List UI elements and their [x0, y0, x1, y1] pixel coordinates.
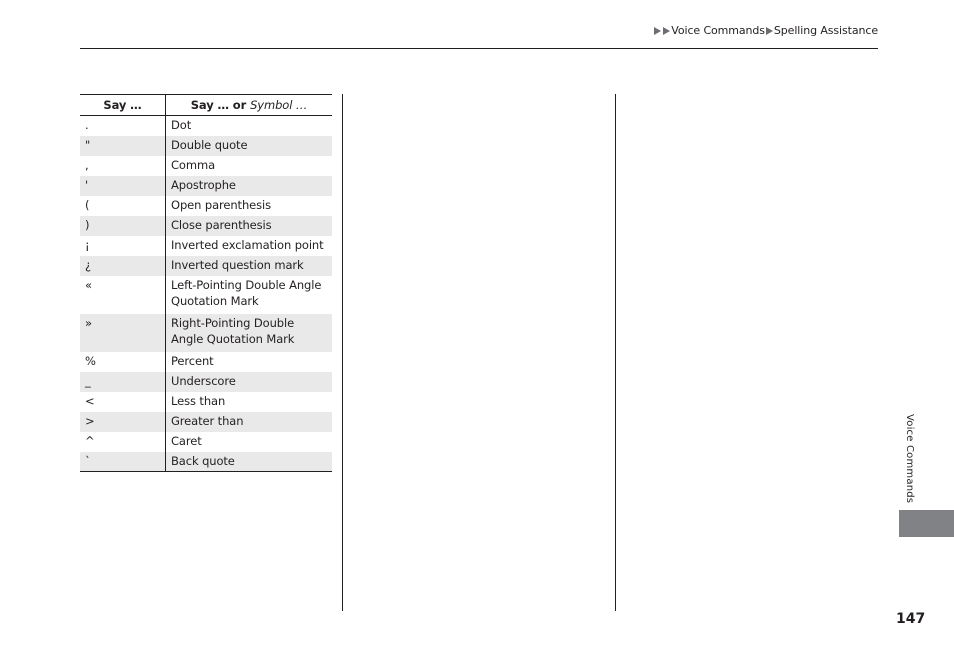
symbol-cell: , — [80, 156, 166, 176]
table-row — [80, 116, 332, 136]
breadcrumb-page: Spelling Assistance — [773, 24, 878, 37]
column-header-symbol: Symbol … — [250, 98, 308, 112]
table-row — [80, 314, 332, 352]
symbol-cell: ¡ — [80, 236, 166, 256]
table-row — [80, 452, 332, 472]
symbol-cell: « — [80, 276, 166, 314]
word-cell: Apostrophe — [166, 176, 333, 196]
header-rule — [80, 48, 878, 49]
word-cell: Open parenthesis — [171, 197, 272, 212]
table-row — [80, 412, 332, 432]
symbol-cell: > — [80, 412, 166, 432]
column-divider-left — [342, 94, 343, 611]
symbol-cell: ¿ — [80, 256, 166, 276]
word-cell: Left-Pointing Double Angle Quotation Mark — [171, 277, 322, 308]
symbol-cell: ^ — [80, 432, 166, 452]
table-row — [80, 136, 332, 156]
symbol-cell: ' — [80, 176, 166, 196]
word-cell: Inverted exclamation point — [171, 237, 324, 252]
symbol-cell: . — [80, 116, 166, 136]
symbol-cell: ) — [80, 216, 166, 236]
word-cell: Caret — [171, 433, 202, 448]
table-row — [80, 196, 332, 216]
symbol-cell: % — [80, 352, 166, 372]
table-row — [80, 352, 332, 372]
word-cell: Inverted question mark — [166, 256, 333, 276]
side-tab-label: Voice Commands — [904, 414, 915, 504]
breadcrumb-arrow-icon — [654, 27, 661, 35]
symbol-cell: < — [80, 392, 166, 412]
table-header-row — [80, 95, 332, 116]
symbol-cell: » — [80, 314, 166, 352]
breadcrumb-arrow-icon — [663, 27, 670, 35]
word-cell: Back quote — [166, 452, 333, 472]
breadcrumb-section[interactable]: Voice Commands — [671, 24, 765, 37]
column-header-say-or-symbol — [166, 95, 333, 116]
word-cell: Percent — [171, 353, 214, 368]
table-row — [80, 176, 332, 196]
table-row — [80, 156, 332, 176]
side-tab-marker — [899, 510, 954, 537]
word-cell: Dot — [171, 118, 192, 132]
table-row — [80, 392, 332, 412]
breadcrumb-arrow-icon — [766, 27, 773, 35]
word-cell: Greater than — [166, 412, 333, 432]
table-row — [80, 372, 332, 392]
word-cell: Close parenthesis — [166, 216, 333, 236]
breadcrumb — [654, 24, 878, 37]
column-divider-right — [615, 94, 616, 611]
symbol-cell: " — [80, 136, 166, 156]
symbol-cell: ( — [80, 196, 166, 216]
table-row — [80, 216, 332, 236]
spelling-symbol-table — [80, 94, 332, 472]
column-header-prefix: Say … or — [190, 98, 247, 112]
table-row — [80, 276, 332, 314]
word-cell: Less than — [171, 393, 226, 408]
word-cell: Comma — [171, 157, 216, 172]
symbol-cell: ` — [80, 452, 166, 472]
column-header-say: Say … — [80, 95, 166, 116]
table-row — [80, 236, 332, 256]
symbol-cell: _ — [80, 372, 166, 392]
word-cell: Underscore — [166, 372, 333, 392]
table-row — [80, 432, 332, 452]
table-row — [80, 256, 332, 276]
word-cell: Right-Pointing Double Angle Quotation Mark — [166, 314, 333, 352]
word-cell: Double quote — [166, 136, 333, 156]
page-number: 147 — [896, 611, 926, 627]
